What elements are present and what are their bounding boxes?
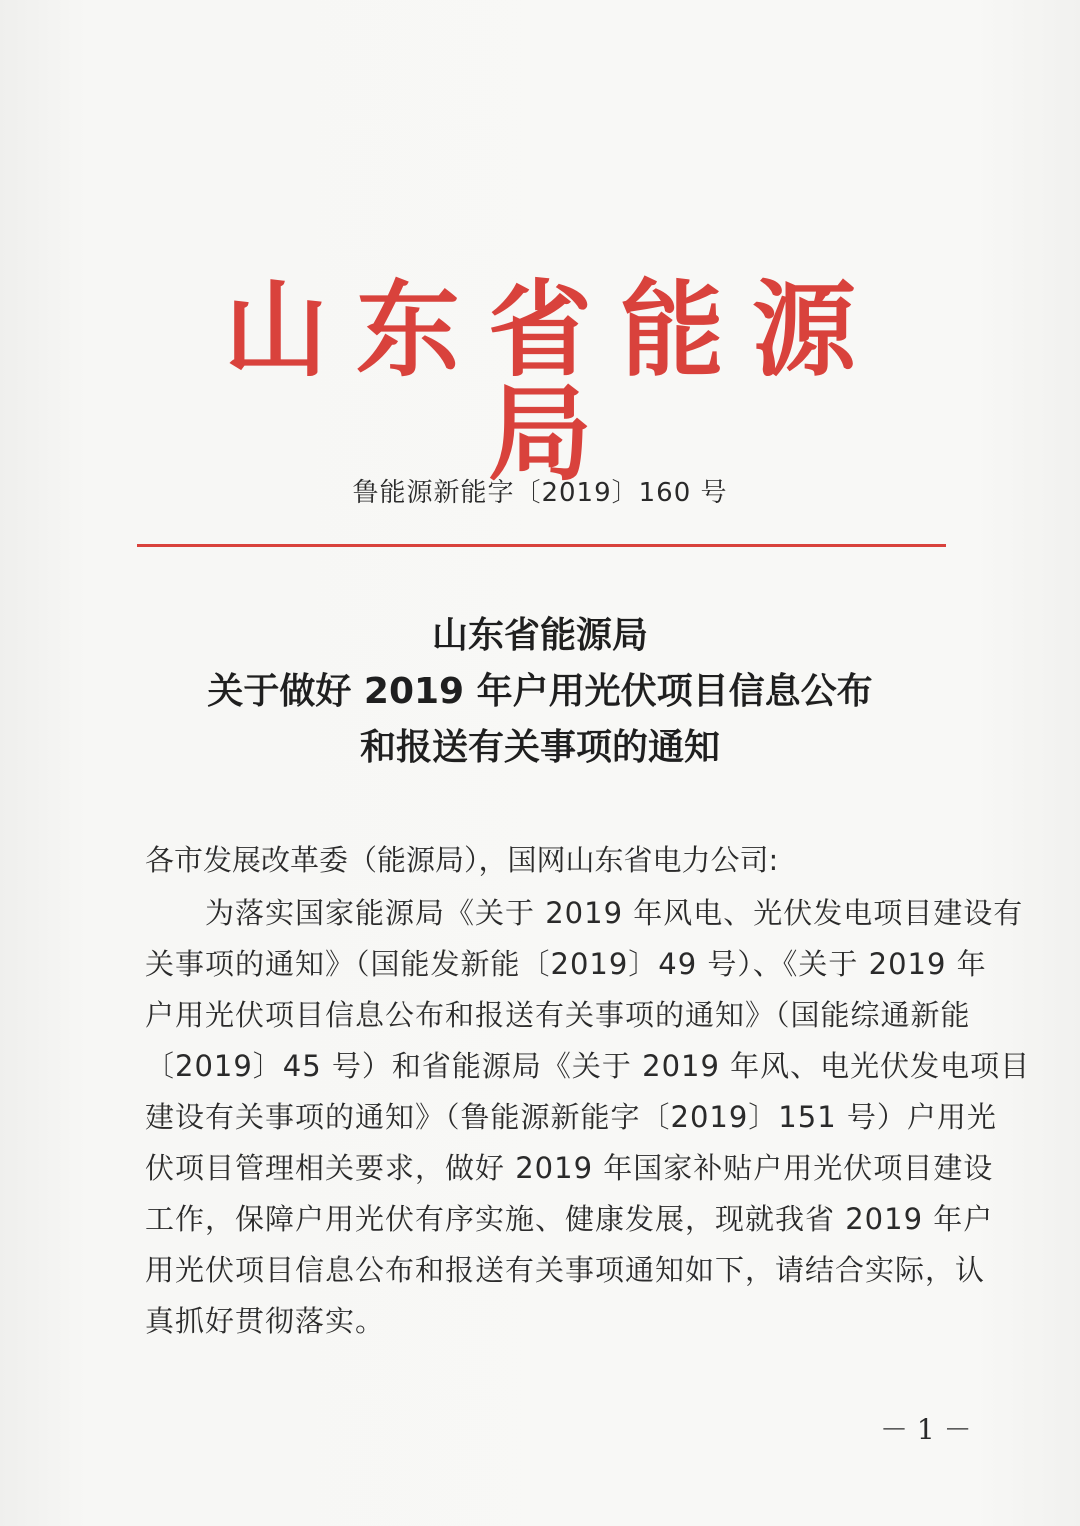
title-line-3: 和报送有关事项的通知 [359, 727, 720, 768]
body-line: 伏项目管理相关要求，做好 2019 年国家补贴户用光伏项目建设 [145, 1151, 994, 1185]
body-line: 为落实国家能源局《关于 2019 年风电、光伏发电项目建设有 [145, 896, 1024, 930]
body-line: 真抓好贯彻落实。 [145, 1304, 386, 1338]
document-number: 鲁能源新能字〔2019〕160 号 [352, 478, 728, 508]
body-line: 工作，保障户用光伏有序实施、健康发展，现就我省 2019 年户 [145, 1202, 994, 1236]
page-number: － 1 － [880, 1413, 972, 1446]
red-divider-line [137, 544, 946, 547]
salutation: 各市发展改革委（能源局），国网山东省电力公司: [145, 843, 779, 877]
body-line: 〔2019〕45 号）和省能源局《关于 2019 年风、电光伏发电项目 [145, 1049, 1031, 1083]
body-line: 关事项的通知》（国能发新能〔2019〕49 号）、《关于 2019 年 [145, 947, 987, 981]
title-line-2: 关于做好 2019 年户用光伏项目信息公布 [207, 671, 873, 712]
body-line: 户用光伏项目信息公布和报送有关事项的通知》（国能综通新能 [145, 998, 971, 1032]
agency-header: 山东省能源局 [223, 269, 884, 495]
body-line: 建设有关事项的通知》（鲁能源新能字〔2019〕151 号）户用光 [145, 1100, 997, 1134]
body-paragraph [145, 888, 1031, 1347]
document-title [140, 608, 940, 776]
body-line: 用光伏项目信息公布和报送有关事项通知如下，请结合实际，认 [145, 1253, 986, 1287]
title-line-1: 山东省能源局 [431, 615, 648, 656]
